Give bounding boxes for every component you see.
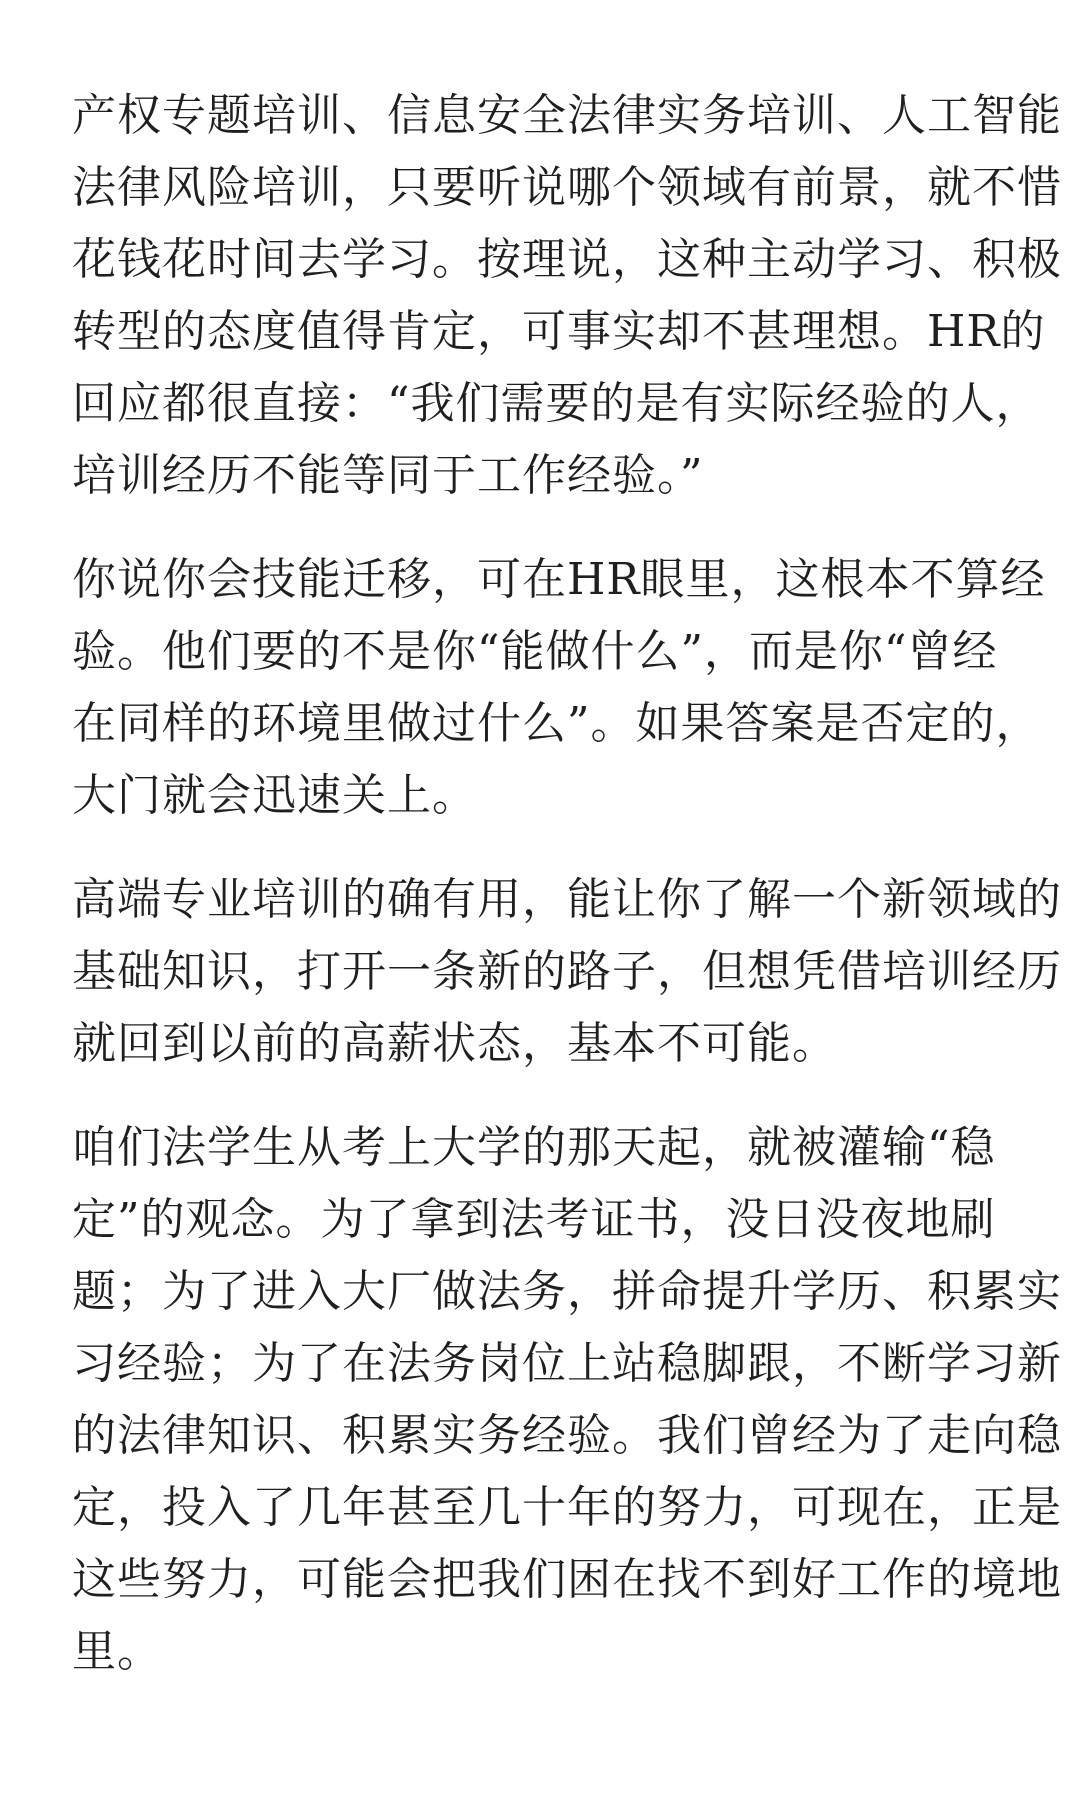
text-line: 的法律知识、积累实务经验。我们曾经为了走向稳: [72, 1410, 1062, 1461]
paragraph-1: [72, 80, 1062, 512]
text-line: 回应都很直接：“我们需要的是有实际经验的人，: [72, 378, 1041, 429]
paragraph-4: [72, 1112, 1062, 1688]
article-body: [72, 80, 1062, 1720]
paragraph-2: [72, 544, 1046, 832]
text-line: 培训经历不能等同于工作经验。”: [72, 450, 704, 501]
text-line: 在同样的环境里做过什么”。如果答案是否定的，: [72, 698, 1041, 749]
text-line: 基础知识，打开一条新的路子，但想凭借培训经历: [72, 946, 1062, 997]
text-line: 高端专业培训的确有用，能让你了解一个新领域的: [72, 874, 1062, 925]
text-line: 产权专题培训、信息安全法律实务培训、人工智能: [72, 90, 1062, 141]
text-line: 里。: [72, 1626, 162, 1677]
text-line: 法律风险培训，只要听说哪个领域有前景，就不惜: [72, 162, 1062, 213]
text-line: 题；为了进入大厂做法务，拼命提升学历、积累实: [72, 1266, 1062, 1317]
text-line: 转型的态度值得肯定，可事实却不甚理想。HR的: [72, 306, 1046, 357]
text-line: 这些努力，可能会把我们困在找不到好工作的境地: [72, 1554, 1062, 1605]
paragraph-3: [72, 864, 1062, 1080]
text-line: 你说你会技能迁移，可在HR眼里，这根本不算经: [72, 554, 1046, 605]
text-line: 花钱花时间去学习。按理说，这种主动学习、积极: [72, 234, 1062, 285]
text-line: 就回到以前的高薪状态，基本不可能。: [72, 1018, 837, 1069]
text-line: 验。他们要的不是你“能做什么”，而是你“曾经: [72, 626, 998, 677]
text-line: 定”的观念。为了拿到法考证书，没日没夜地刷: [72, 1194, 996, 1245]
text-line: 定，投入了几年甚至几十年的努力，可现在，正是: [72, 1482, 1062, 1533]
text-line: 习经验；为了在法务岗位上站稳脚跟，不断学习新: [72, 1338, 1062, 1389]
text-line: 大门就会迅速关上。: [72, 770, 477, 821]
text-line: 咱们法学生从考上大学的那天起，就被灌输“稳: [72, 1122, 996, 1173]
